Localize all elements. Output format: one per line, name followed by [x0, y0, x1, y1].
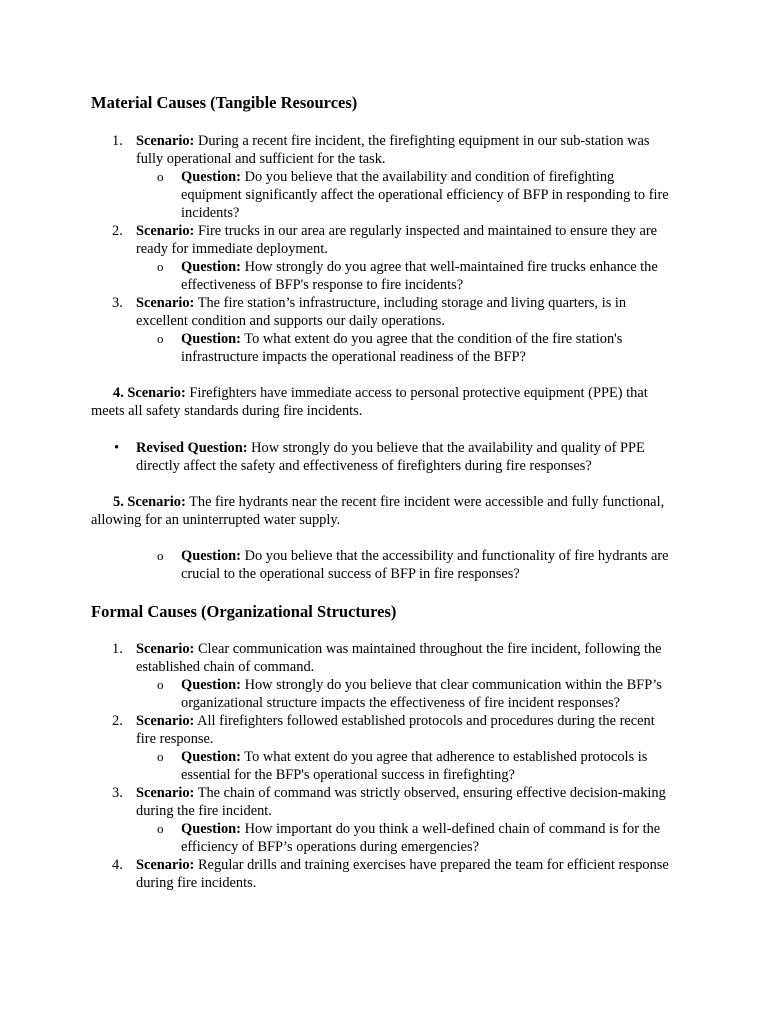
list-number: 2.: [112, 713, 123, 729]
sub-bullet-marker: o: [157, 677, 164, 692]
bullet-item-revised-question: [0, 439, 676, 475]
question-item-formal-2: [0, 748, 676, 784]
list-number: 1.: [112, 133, 123, 149]
scenario-label: Scenario:: [136, 295, 195, 311]
question-label: Question:: [181, 821, 241, 837]
list-number: 2.: [112, 223, 123, 239]
question-item-material-2: [0, 258, 676, 294]
paragraph-scenario-4: [0, 384, 676, 420]
scenario-text: Fire trucks in our area are regularly inspected and maintained to ensure they are ready for immediate deployment.: [136, 223, 658, 257]
formal-list: [0, 640, 768, 892]
scenario-text: The chain of command was strictly observed, ensuring effective decision-making during the fire incident.: [136, 785, 666, 819]
question-label: Question:: [181, 259, 241, 275]
sub-bullet-marker: o: [157, 169, 164, 184]
section-heading-formal: Formal Causes (Organizational Structures): [91, 602, 397, 621]
scenario-text: Firefighters have immediate access to personal protective equipment (PPE) that meets all safety standards during fire incidents.: [91, 385, 648, 419]
list-item-material-1: [0, 132, 676, 168]
list-item-formal-3: [0, 784, 676, 820]
scenario-label: Scenario:: [136, 857, 195, 873]
list-item-material-2: [0, 222, 676, 258]
scenario-label: Scenario:: [136, 641, 195, 657]
question-item-formal-3: [0, 820, 676, 856]
sub-bullet-marker: o: [157, 548, 164, 563]
question-label: Question:: [181, 677, 241, 693]
material-item-4-question: [0, 439, 768, 475]
scenario-text: The fire station’s infrastructure, including storage and living quarters, is in excellent condition and supports our daily operations.: [136, 295, 627, 329]
question-text: To what extent do you agree that the condition of the fire station's infrastructure impacts the operational readiness of the BFP?: [181, 331, 623, 365]
material-item-5: [0, 493, 768, 529]
sub-bullet-marker: o: [157, 331, 164, 346]
question-item-material-3: [0, 330, 676, 366]
list-item-formal-4: [0, 856, 676, 892]
question-text: To what extent do you agree that adherence to established protocols is essential for the BFP's operational success in firefighting?: [181, 749, 648, 783]
question-text: Do you believe that the accessibility and functionality of fire hydrants are crucial to the operational success of BFP in fire responses?: [181, 548, 669, 582]
material-item-5-question: [0, 547, 768, 583]
sub-bullet-marker: o: [157, 749, 164, 764]
scenario-label: Scenario:: [136, 133, 195, 149]
scenario-text: Clear communication was maintained throughout the fire incident, following the established chain of command.: [136, 641, 662, 675]
question-text: How strongly do you agree that well-maintained fire trucks enhance the effectiveness of BFP's response to fire incidents?: [181, 259, 658, 293]
question-item-formal-1: [0, 676, 676, 712]
list-item-formal-1: [0, 640, 676, 676]
question-label: Revised Question:: [136, 440, 248, 456]
paragraph-scenario-5: [0, 493, 676, 529]
scenario-text: The fire hydrants near the recent fire incident were accessible and fully functional, allowing for an uninterrupted water supply.: [91, 494, 665, 528]
scenario-label: Scenario:: [136, 223, 195, 239]
question-text: How strongly do you believe that the availability and quality of PPE directly affect the safety and effectiveness of firefighters during fire responses?: [136, 440, 645, 474]
scenario-label: 4. Scenario:: [113, 385, 186, 401]
list-number: 1.: [112, 641, 123, 657]
question-label: Question:: [181, 749, 241, 765]
section-heading-material: Material Causes (Tangible Resources): [91, 93, 358, 112]
material-item-4: [0, 384, 768, 420]
list-item-formal-2: [0, 712, 676, 748]
scenario-text: All firefighters followed established protocols and procedures during the recent fire response.: [136, 713, 655, 747]
question-item-material-5: [0, 547, 676, 583]
list-number: 3.: [112, 295, 123, 311]
sub-bullet-marker: o: [157, 259, 164, 274]
question-label: Question:: [181, 548, 241, 564]
scenario-label: 5. Scenario:: [113, 494, 186, 510]
sub-bullet-marker: o: [157, 821, 164, 836]
scenario-label: Scenario:: [136, 785, 195, 801]
question-item-material-1: [0, 168, 676, 222]
scenario-text: During a recent fire incident, the firefighting equipment in our sub-station was fully operational and sufficient for the task.: [136, 133, 650, 167]
question-text: How strongly do you believe that clear communication within the BFP’s organizational structure impacts the effectiveness of fire incident responses?: [181, 677, 662, 711]
list-item-material-3: [0, 294, 676, 330]
question-text: How important do you think a well-defined chain of command is for the efficiency of BFP’s operations during emergencies?: [181, 821, 661, 855]
list-number: 3.: [112, 785, 123, 801]
material-list: [0, 132, 768, 366]
list-number: 4.: [112, 857, 123, 873]
question-label: Question:: [181, 331, 241, 347]
question-text: Do you believe that the availability and condition of firefighting equipment significantly affect the operational efficiency of BFP in responding to fire incidents?: [181, 169, 669, 221]
question-label: Question:: [181, 169, 241, 185]
scenario-text: Regular drills and training exercises have prepared the team for efficient response during fire incidents.: [136, 857, 669, 891]
bullet-marker: •: [114, 440, 120, 456]
scenario-label: Scenario:: [136, 713, 195, 729]
